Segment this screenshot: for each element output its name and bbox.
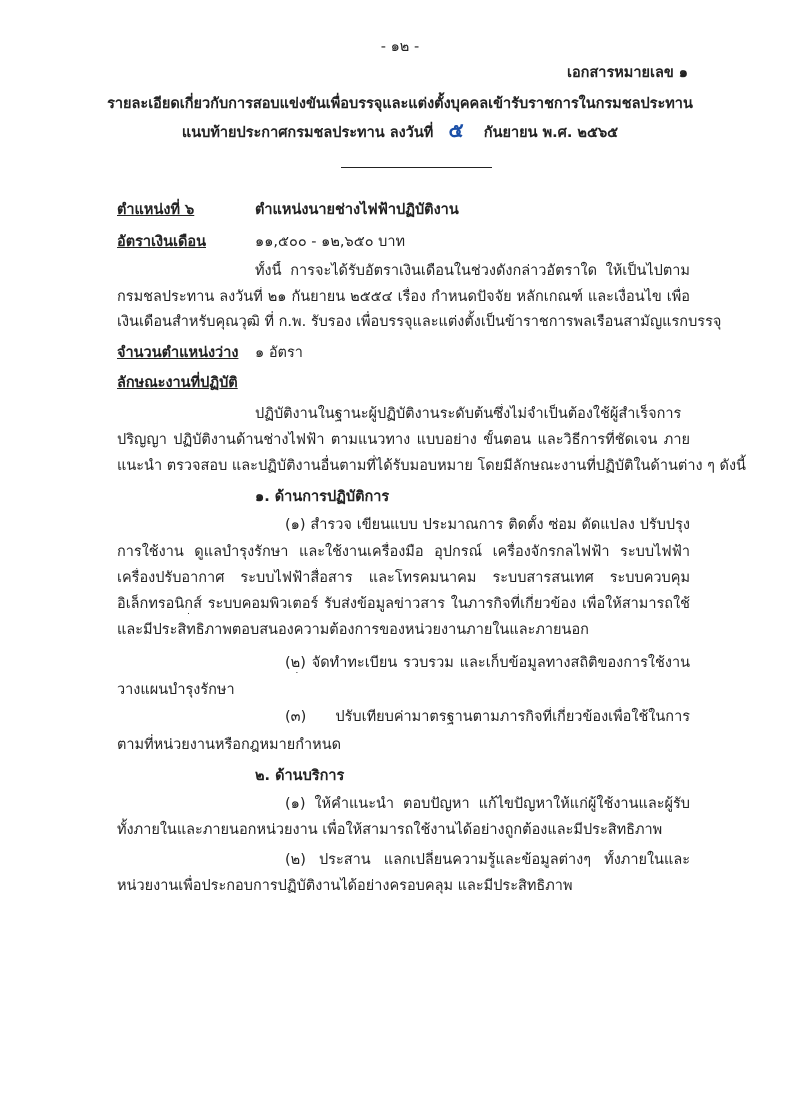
salary-note-line: กรมชลประทาน ลงวันที่ ๒๑ กันยายน ๒๕๕๔ เรื่อง กำหนดปัจจัย หลักเกณฑ์ และเงื่อนไข เพื่อ <box>117 289 690 305</box>
item-line: หน่วยงานเพื่อประกอบการปฏิบัติงานได้อย่างครอบคลุม และมีประสิทธิภาพ <box>117 878 573 894</box>
item-line: (๑) ให้คำแนะนำ ตอบปัญหา แก้ไขปัญหาให้แก่ผู้ใช้งานและผู้รับ <box>285 796 690 812</box>
title-line-1: รายละเอียดเกี่ยวกับการสอบแข่งขันเพื่อบรรจุและแต่งตั้งบุคคลเข้ารับราชการในกรมชลประทาน <box>107 96 693 112</box>
page-number: - ๑๒ - <box>380 39 420 55</box>
item-line: (๒) จัดทำทะเบียน รวบรวม และเก็บข้อมูลทางสถิติของการใช้งาน <box>285 655 690 671</box>
salary-label: อัตราเงินเดือน <box>117 234 206 250</box>
item-line: ทั้งภายในและภายนอกหน่วยงาน เพื่อให้สามารถใช้งานได้อย่างถูกต้องและมีประสิทธิภาพ <box>117 822 663 838</box>
duties-label: ลักษณะงานที่ปฏิบัติ <box>117 375 238 391</box>
title-prefix: แนบท้ายประกาศกรมชลประทาน ลงวันที่ <box>181 125 434 141</box>
item-line: (๓) ปรับเทียบค่ามาตรฐานตามภารกิจที่เกี่ยวข้องเพื่อใช้ในการ <box>285 709 690 725</box>
item-line: การใช้งาน ดูแลบำรุงรักษา และใช้งานเครื่องมือ อุปกรณ์ เครื่องจักรกลไฟฟ้า ระบบไฟฟ้า <box>117 544 690 560</box>
item-line: เครื่องปรับอากาศ ระบบไฟฟ้าสื่อสาร และโทรคมนาคม ระบบสารสนเทศ ระบบควบคุม <box>117 570 690 586</box>
duties-intro-line: ปริญญา ปฏิบัติงานด้านช่างไฟฟ้า ตามแนวทาง แบบอย่าง ขั้นตอน และวิธีการที่ชัดเจน ภาย <box>117 432 690 448</box>
salary-note-line: เงินเดือนสำหรับคุณวุฒิ ที่ ก.พ. รับรอง เพื่อบรรจุและแต่งตั้งเป็นข้าราชการพลเรือนสามัญแรกบรรจุ <box>117 314 722 330</box>
duties-intro-line: ปฏิบัติงานในฐานะผู้ปฏิบัติงานระดับต้นซึ่งไม่จำเป็นต้องใช้ผู้สำเร็จการ <box>255 406 682 422</box>
position-label: ตำแหน่งที่ ๖ <box>117 202 195 218</box>
document-number: เอกสารหมายเลข ๑ <box>567 65 688 81</box>
divider <box>341 167 492 168</box>
item-line: (๑) สำรวจ เขียนแบบ ประมาณการ ติดตั้ง ซ่อม ดัดแปลง ปรับปรุง <box>285 517 690 533</box>
section-heading: ๑. ด้านการปฏิบัติการ <box>255 489 390 505</box>
duties-intro-line: แนะนำ ตรวจสอบ และปฏิบัติงานอื่นตามที่ได้รับมอบหมาย โดยมีลักษณะงานที่ปฏิบัติในด้านต่าง ๆ ดังนี้ <box>117 458 746 474</box>
title-line-2 <box>0 120 800 143</box>
item-line: วางแผนบำรุงรักษา <box>117 682 235 698</box>
vacancy-label: จำนวนตำแหน่งว่าง <box>117 345 239 361</box>
position-value: ตำแหน่งนายช่างไฟฟ้าปฏิบัติงาน <box>255 202 459 218</box>
handwritten-day: ๕ <box>448 118 464 142</box>
item-line: อิเล็กทรอนิกส์ ระบบคอมพิวเตอร์ รับส่งข้อมูลข่าวสาร ในภารกิจที่เกี่ยวข้อง เพื่อให้สามารถใช้ <box>117 596 690 612</box>
title-suffix: กันยายน พ.ศ. ๒๕๖๕ <box>483 125 619 141</box>
salary-note-line: ทั้งนี้ การจะได้รับอัตราเงินเดือนในช่วงดังกล่าวอัตราใด ให้เป็นไปตาม <box>255 263 690 279</box>
vacancy-value: ๑ อัตรา <box>255 345 303 361</box>
salary-value: ๑๑,๕๐๐ - ๑๒,๖๕๐ บาท <box>255 234 406 250</box>
item-line: และมีประสิทธิภาพตอบสนองความต้องการของหน่วยงานภายในและภายนอก <box>117 622 589 638</box>
section-heading: ๒. ด้านบริการ <box>255 768 345 784</box>
item-line: ตามที่หน่วยงานหรือกฎหมายกำหนด <box>117 737 342 753</box>
item-line: (๒) ประสาน แลกเปลี่ยนความรู้และข้อมูลต่างๆ ทั้งภายในและ <box>285 852 690 868</box>
